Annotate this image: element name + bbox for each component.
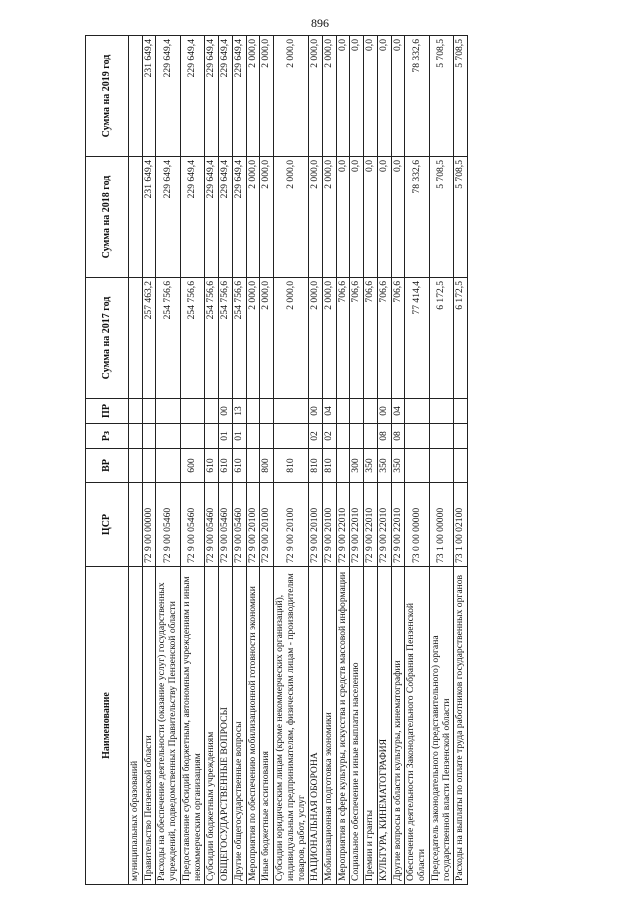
cell-vr: 610 [205,449,219,483]
cell-name: Субсидии бюджетным учреждениям [205,567,219,885]
cell-rz [260,424,274,449]
cell-csr: 72 9 00 05460 [180,483,204,567]
cell-sum-2018: 229 649,4 [205,157,219,278]
cell-rz [405,424,429,449]
cell-sum-2017: 2 000,0 [323,278,337,399]
table-row [232,36,246,885]
cell-rz [454,424,468,449]
cell-sum-2019: 2 000,0 [274,36,309,157]
table-row [336,36,350,885]
cell-pr: 00 [219,399,233,424]
table-row [364,36,378,885]
table-body [129,36,468,885]
cell-sum-2019: 0,0 [391,36,405,157]
cell-rz [205,424,219,449]
cell-vr: 610 [219,449,233,483]
cell-rz [129,424,143,449]
cell-sum-2019: 0,0 [377,36,391,157]
cell-sum-2019: 0,0 [350,36,364,157]
cell-csr: 72 9 00 05460 [232,483,246,567]
cell-rz: 02 [323,424,337,449]
header-pr: ПР [86,399,129,424]
cell-sum-2018: 2 000,0 [246,157,260,278]
cell-pr: 00 [309,399,323,424]
cell-sum-2019: 229 649,4 [219,36,233,157]
cell-pr [274,399,309,424]
cell-sum-2019 [129,36,143,157]
budget-table [85,35,468,885]
cell-sum-2017: 2 000,0 [309,278,323,399]
cell-vr: 350 [377,449,391,483]
table-row [205,36,219,885]
cell-rz: 08 [391,424,405,449]
cell-sum-2017: 706,6 [391,278,405,399]
table-row [309,36,323,885]
cell-sum-2018: 0,0 [377,157,391,278]
cell-name: Социальное обеспечение и иные выплаты населению [350,567,364,885]
table-row [350,36,364,885]
cell-csr [129,483,143,567]
header-vr: ВР [86,449,129,483]
cell-name: Мероприятия в сфере культуры, искусства и средств массовой информации [336,567,350,885]
table-row [377,36,391,885]
cell-vr: 300 [350,449,364,483]
cell-vr [454,449,468,483]
cell-rz [246,424,260,449]
rotated-table-frame [85,35,595,885]
header-rz: Рз [86,424,129,449]
cell-name: Председатель законодательного (представительного) органа государственной власти Пензенской области [429,567,453,885]
table-row [405,36,429,885]
cell-name: Другие общегосударственные вопросы [232,567,246,885]
cell-pr [364,399,378,424]
cell-sum-2017: 254 756,6 [232,278,246,399]
table-row [129,36,143,885]
cell-pr [142,399,156,424]
cell-sum-2018: 229 649,4 [180,157,204,278]
table-row [156,36,180,885]
cell-csr: 72 9 00 20100 [323,483,337,567]
table-row [429,36,453,885]
cell-vr [429,449,453,483]
table-row [260,36,274,885]
cell-csr: 72 9 00 22010 [377,483,391,567]
cell-vr [405,449,429,483]
cell-csr: 73 1 00 02100 [454,483,468,567]
cell-rz [364,424,378,449]
cell-vr: 600 [180,449,204,483]
cell-rz [274,424,309,449]
cell-pr: 04 [391,399,405,424]
cell-vr [156,449,180,483]
table-row [454,36,468,885]
cell-sum-2019: 229 649,4 [156,36,180,157]
cell-csr: 72 9 00 00000 [142,483,156,567]
cell-sum-2018: 0,0 [350,157,364,278]
cell-pr [350,399,364,424]
cell-sum-2018: 0,0 [364,157,378,278]
cell-sum-2019: 231 649,4 [142,36,156,157]
cell-csr: 72 9 00 20100 [274,483,309,567]
table-row [142,36,156,885]
table-header-row [86,36,129,885]
header-sum-2017: Сумма на 2017 год [86,278,129,399]
cell-sum-2017: 2 000,0 [246,278,260,399]
cell-sum-2017 [129,278,143,399]
cell-sum-2017: 257 463,2 [142,278,156,399]
cell-name: Правительство Пензенской области [142,567,156,885]
cell-vr [246,449,260,483]
cell-name: Субсидии юридическим лицам (кроме некоммерческих организаций), индивидуальным предпринимателям, физическим лицам - производителям товаров, работ, услуг [274,567,309,885]
cell-sum-2019: 0,0 [364,36,378,157]
cell-sum-2017: 254 756,6 [219,278,233,399]
cell-pr [260,399,274,424]
table-row [391,36,405,885]
cell-pr [336,399,350,424]
page-number: 896 [311,16,329,30]
cell-sum-2017: 254 756,6 [180,278,204,399]
cell-sum-2017: 6 172,5 [454,278,468,399]
cell-sum-2017: 706,6 [336,278,350,399]
cell-sum-2019: 229 649,4 [180,36,204,157]
cell-pr: 04 [323,399,337,424]
cell-sum-2019: 5 708,5 [429,36,453,157]
cell-name: НАЦИОНАЛЬНАЯ ОБОРОНА [309,567,323,885]
cell-sum-2018: 229 649,4 [232,157,246,278]
cell-sum-2018: 5 708,5 [429,157,453,278]
cell-name: муниципальных образований [129,567,143,885]
table-row [323,36,337,885]
table-row [180,36,204,885]
cell-sum-2019: 229 649,4 [205,36,219,157]
table-container [85,35,595,885]
cell-name: Мероприятия по обеспечению мобилизационной готовности экономики [246,567,260,885]
cell-vr: 810 [274,449,309,483]
cell-name: Обеспечение деятельности Законодательного Собрания Пензенской области [405,567,429,885]
cell-pr [156,399,180,424]
cell-rz [180,424,204,449]
cell-csr: 72 9 00 22010 [336,483,350,567]
cell-vr [142,449,156,483]
cell-csr: 72 9 00 22010 [364,483,378,567]
cell-sum-2017: 6 172,5 [429,278,453,399]
cell-csr: 72 9 00 05460 [205,483,219,567]
cell-csr: 72 9 00 20100 [246,483,260,567]
cell-sum-2017: 2 000,0 [260,278,274,399]
cell-sum-2018: 231 649,4 [142,157,156,278]
cell-name: Расходы на выплаты по оплате труда работников государственных органов [454,567,468,885]
cell-sum-2017: 706,6 [377,278,391,399]
cell-sum-2017: 254 756,6 [205,278,219,399]
cell-sum-2018: 78 332,6 [405,157,429,278]
cell-csr: 73 0 00 00000 [405,483,429,567]
cell-rz: 08 [377,424,391,449]
cell-sum-2018: 2 000,0 [309,157,323,278]
cell-vr: 610 [232,449,246,483]
cell-csr: 72 9 00 22010 [391,483,405,567]
cell-name: Иные бюджетные ассигнования [260,567,274,885]
cell-sum-2019: 2 000,0 [246,36,260,157]
cell-sum-2019: 5 708,5 [454,36,468,157]
cell-sum-2017: 254 756,6 [156,278,180,399]
cell-pr [246,399,260,424]
cell-sum-2018: 5 708,5 [454,157,468,278]
cell-vr: 350 [364,449,378,483]
cell-sum-2017: 706,6 [364,278,378,399]
header-sum-2019: Сумма на 2019 год [86,36,129,157]
cell-name: КУЛЬТУРА, КИНЕМАТОГРАФИЯ [377,567,391,885]
cell-pr: 13 [232,399,246,424]
cell-sum-2018: 2 000,0 [274,157,309,278]
cell-rz [156,424,180,449]
cell-name: ОБЩЕГОСУДАРСТВЕННЫЕ ВОПРОСЫ [219,567,233,885]
cell-name: Премии и гранты [364,567,378,885]
cell-csr: 72 9 00 05460 [219,483,233,567]
header-csr: ЦСР [86,483,129,567]
cell-sum-2019: 2 000,0 [309,36,323,157]
cell-vr: 810 [323,449,337,483]
cell-sum-2019: 2 000,0 [260,36,274,157]
cell-rz: 02 [309,424,323,449]
cell-pr [180,399,204,424]
cell-csr: 72 9 00 20100 [309,483,323,567]
cell-sum-2017: 706,6 [350,278,364,399]
cell-sum-2019: 0,0 [336,36,350,157]
cell-pr [405,399,429,424]
cell-csr: 72 9 00 20100 [260,483,274,567]
cell-vr [336,449,350,483]
cell-name: Другие вопросы в области культуры, кинематографии [391,567,405,885]
cell-pr: 00 [377,399,391,424]
cell-sum-2019: 78 332,6 [405,36,429,157]
cell-rz: 01 [232,424,246,449]
cell-rz: 01 [219,424,233,449]
cell-sum-2019: 2 000,0 [323,36,337,157]
cell-rz [350,424,364,449]
cell-pr [129,399,143,424]
cell-sum-2018: 2 000,0 [323,157,337,278]
cell-sum-2018 [129,157,143,278]
header-sum-2018: Сумма на 2018 год [86,157,129,278]
cell-name: Расходы на обеспечение деятельности (оказание услуг) государственных учреждений, подведомственных Правительству Пензенской области [156,567,180,885]
cell-csr: 72 9 00 22010 [350,483,364,567]
header-name: Наименование [86,567,129,885]
cell-csr: 73 1 00 00000 [429,483,453,567]
table-row [246,36,260,885]
cell-sum-2019: 229 649,4 [232,36,246,157]
cell-pr [454,399,468,424]
cell-csr: 72 9 00 05460 [156,483,180,567]
cell-sum-2018: 0,0 [391,157,405,278]
table-row [274,36,309,885]
cell-vr: 350 [391,449,405,483]
cell-sum-2017: 77 414,4 [405,278,429,399]
cell-pr [429,399,453,424]
cell-name: Предоставление субсидий бюджетным, автономным учреждениям и иным некоммерческим организациям [180,567,204,885]
cell-rz [142,424,156,449]
table-row [219,36,233,885]
cell-name: Мобилизационная подготовка экономики [323,567,337,885]
cell-sum-2018: 0,0 [336,157,350,278]
cell-sum-2018: 229 649,4 [156,157,180,278]
cell-rz [336,424,350,449]
cell-pr [205,399,219,424]
cell-sum-2018: 2 000,0 [260,157,274,278]
cell-vr: 800 [260,449,274,483]
cell-vr: 810 [309,449,323,483]
cell-rz [429,424,453,449]
cell-sum-2017: 2 000,0 [274,278,309,399]
cell-vr [129,449,143,483]
cell-sum-2018: 229 649,4 [219,157,233,278]
